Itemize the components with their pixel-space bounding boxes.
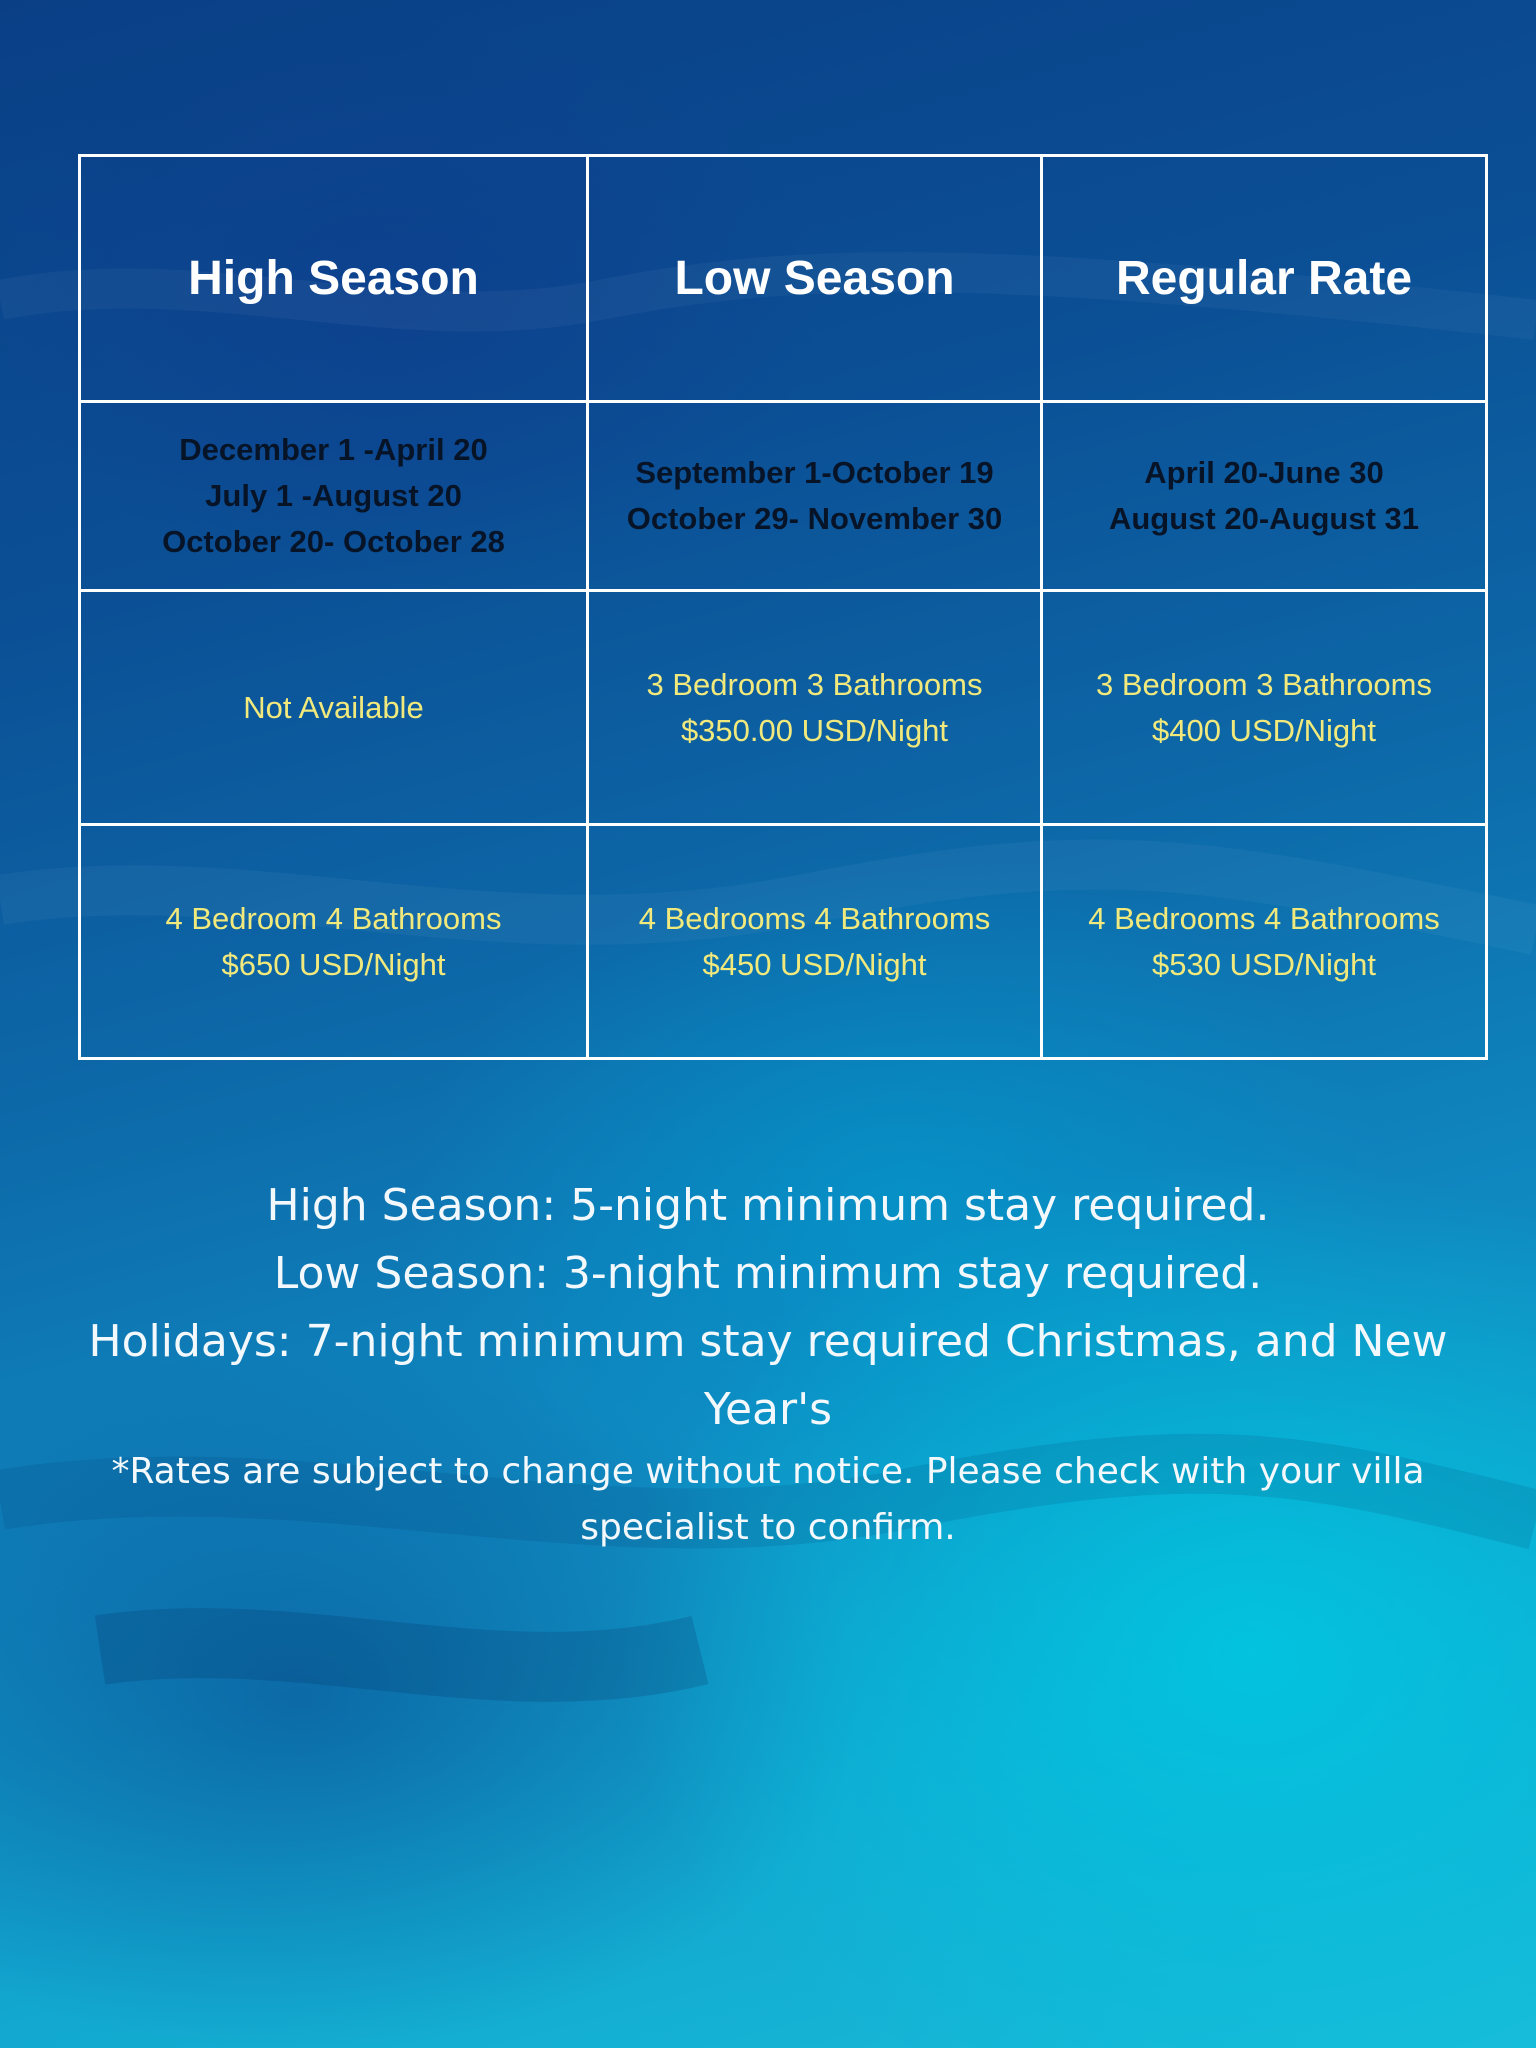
table-row-three-bedroom bbox=[80, 591, 1487, 825]
rate-cell-regular-rate-4br bbox=[1042, 825, 1487, 1059]
rate-cell-low-season-4br bbox=[588, 825, 1042, 1059]
room-config: 4 Bedrooms 4 Bathrooms bbox=[638, 900, 991, 936]
nightly-price: $450 USD/Night bbox=[702, 946, 927, 982]
dates-cell-regular-rate bbox=[1042, 402, 1487, 591]
date-range: December 1 -April 20 bbox=[179, 432, 488, 467]
header-cell-high-season bbox=[80, 156, 588, 402]
rate-cell-high-season-4br bbox=[80, 825, 588, 1059]
rate-cell-high-season-3br bbox=[80, 591, 588, 825]
high-season-note: High Season: 5-night minimum stay required. bbox=[266, 1180, 1270, 1231]
table-row-dates bbox=[80, 402, 1487, 591]
dates-cell-high-season bbox=[80, 402, 588, 591]
nightly-price: $530 USD/Night bbox=[1151, 946, 1376, 982]
rates-table bbox=[78, 154, 1488, 1060]
rate-cell-low-season-3br bbox=[588, 591, 1042, 825]
rate-cell-regular-rate-3br bbox=[1042, 591, 1487, 825]
room-config: 4 Bedrooms 4 Bathrooms bbox=[1088, 900, 1440, 936]
date-range: September 1-October 19 bbox=[635, 455, 994, 490]
rate-text: Not Available bbox=[243, 689, 424, 725]
rates-disclaimer: *Rates are subject to change without notice. Please check with your villa specialist to confirm. bbox=[111, 1451, 1425, 1548]
dates-cell-low-season bbox=[588, 402, 1042, 591]
column-title: Regular Rate bbox=[1115, 252, 1413, 305]
room-config: 4 Bedroom 4 Bathrooms bbox=[165, 900, 502, 936]
nightly-price: $650 USD/Night bbox=[221, 946, 446, 982]
room-config: 3 Bedroom 3 Bathrooms bbox=[646, 666, 983, 702]
date-range: October 20- October 28 bbox=[162, 524, 505, 559]
low-season-note: Low Season: 3-night minimum stay required. bbox=[273, 1248, 1263, 1299]
header-cell-regular-rate bbox=[1042, 156, 1487, 402]
stay-requirements bbox=[60, 1172, 1476, 1556]
date-range: April 20-June 30 bbox=[1144, 455, 1384, 490]
column-title: Low Season bbox=[674, 252, 955, 305]
date-range: July 1 -August 20 bbox=[205, 478, 462, 513]
nightly-price: $350.00 USD/Night bbox=[680, 712, 949, 748]
table-row-four-bedroom bbox=[80, 825, 1487, 1059]
holidays-note: Holidays: 7-night minimum stay required Christmas, and New Year's bbox=[88, 1316, 1448, 1435]
column-title: High Season bbox=[188, 252, 479, 305]
room-config: 3 Bedroom 3 Bathrooms bbox=[1095, 666, 1432, 702]
nightly-price: $400 USD/Night bbox=[1151, 712, 1376, 748]
date-range: August 20-August 31 bbox=[1108, 501, 1420, 536]
table-header-row bbox=[80, 156, 1487, 402]
header-cell-low-season bbox=[588, 156, 1042, 402]
date-range: October 29- November 30 bbox=[626, 501, 1003, 536]
